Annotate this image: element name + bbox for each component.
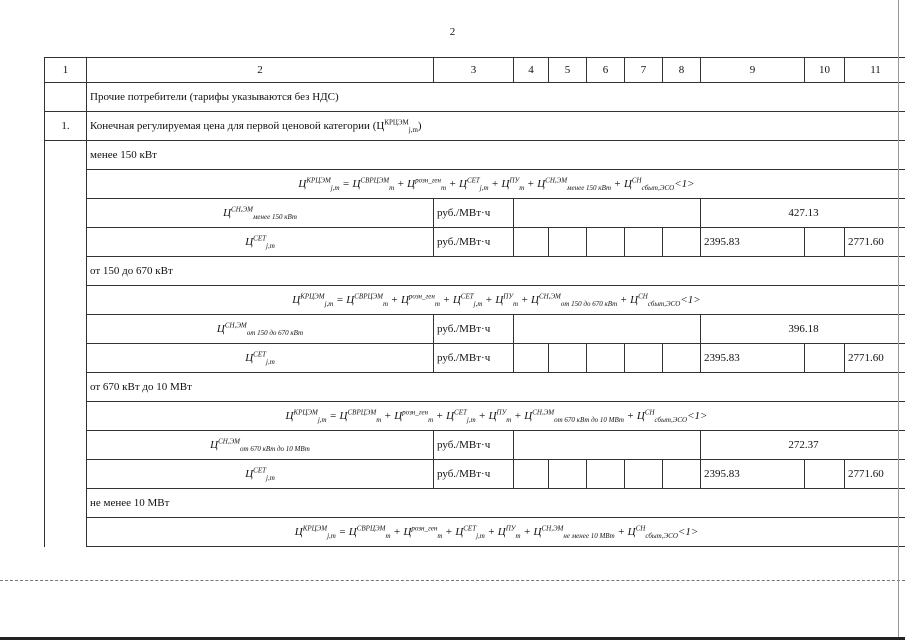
cn-symbol: $Ц^{СН,ЭМ}_{от 670 кВт до 10 МВт}$: [87, 431, 434, 460]
set-value-col9: 2395.83: [701, 228, 805, 257]
formula: $Ц^{КРЦЭМ}_{j,m} = Ц^{СВРЦЭМ}_m + Ц^{розн\_ген}_m + Ц^{СЕТ}_{j,m} + Ц^{ПУ}_m + Ц^{СН,ЭМ}_{не менее 10 МВт} + Ц^{СН}_{сбыт,ЭСО}<1>$: [87, 518, 905, 547]
subsection-row: [45, 141, 905, 170]
set-value-col9: 2395.83: [701, 460, 805, 489]
page-number: 2: [449, 26, 456, 38]
formula-row: [45, 286, 905, 315]
section-row: [45, 83, 905, 112]
column-header-row: [45, 58, 905, 83]
unit: руб./МВт·ч: [434, 460, 514, 489]
footnote-ref: <1>: [680, 294, 701, 306]
formula: $Ц^{КРЦЭМ}_{j,m} = Ц^{СВРЦЭМ}_m + Ц^{розн\_ген}_m + Ц^{СЕТ}_{j,m} + Ц^{ПУ}_m + Ц^{СН,ЭМ}_{от 670 кВт до 10 МВт} + Ц^{СН}_{сбыт,ЭСО}<1>$: [87, 402, 905, 431]
set-symbol: $Ц^{СЕТ}_{j,m}$: [87, 460, 434, 489]
scan-edge: [898, 0, 899, 640]
subsection-row: [45, 373, 905, 402]
formula-row: [45, 170, 905, 199]
cn-value: 272.37: [701, 431, 905, 460]
cn-symbol: $Ц^{СН,ЭМ}_{от 150 до 670 кВт}$: [87, 315, 434, 344]
set-row: [45, 228, 905, 257]
set-symbol: $Ц^{СЕТ}_{j,m}$: [87, 228, 434, 257]
tariff-table: [44, 57, 905, 547]
col-header: 4: [514, 58, 549, 83]
col-header: 10: [805, 58, 845, 83]
cn-symbol: $Ц^{СН,ЭМ}_{менее 150 кВт}$: [87, 199, 434, 228]
footnote-ref: <1>: [674, 178, 695, 190]
col-header: 11: [845, 58, 905, 83]
col-header: 7: [625, 58, 663, 83]
cn-row: [45, 431, 905, 460]
unit: руб./МВт·ч: [434, 199, 514, 228]
formula-row: [45, 518, 905, 547]
item-title: Конечная регулируемая цена для первой ценовой категории $(Ц^{КРЦЭМ}_{j,m})$: [87, 112, 905, 141]
set-symbol: $Ц^{СЕТ}_{j,m}$: [87, 344, 434, 373]
col-header: 8: [663, 58, 701, 83]
set-row: [45, 344, 905, 373]
unit: руб./МВт·ч: [434, 315, 514, 344]
subsection-title: от 670 кВт до 10 МВт: [87, 373, 905, 402]
subsection-row: [45, 489, 905, 518]
item-row: [45, 112, 905, 141]
subsection-title: не менее 10 МВт: [87, 489, 905, 518]
formula: $Ц^{КРЦЭМ}_{j,m} = Ц^{СВРЦЭМ}_m + Ц^{розн\_ген}_m + Ц^{СЕТ}_{j,m} + Ц^{ПУ}_m + Ц^{СН,ЭМ}_{менее 150 кВт} + Ц^{СН}_{сбыт,ЭСО}<1>$: [87, 170, 905, 199]
subsection-title: от 150 до 670 кВт: [87, 257, 905, 286]
set-value-col11: 2771.60: [845, 460, 905, 489]
formula: $Ц^{КРЦЭМ}_{j,m} = Ц^{СВРЦЭМ}_m + Ц^{розн\_ген}_m + Ц^{СЕТ}_{j,m} + Ц^{ПУ}_m + Ц^{СН,ЭМ}_{от 150 до 670 кВт} + Ц^{СН}_{сбыт,ЭСО}<1>$: [87, 286, 905, 315]
cn-value: 396.18: [701, 315, 905, 344]
subsection-title: менее 150 кВт: [87, 141, 905, 170]
section-title: Прочие потребители (тарифы указываются без НДС): [87, 83, 905, 112]
footnote-ref: <1>: [677, 526, 699, 538]
set-value-col11: 2771.60: [845, 228, 905, 257]
col-header: 6: [587, 58, 625, 83]
col-header: 1: [45, 58, 87, 83]
cn-row: [45, 199, 905, 228]
cn-value: 427.13: [701, 199, 905, 228]
unit: руб./МВт·ч: [434, 431, 514, 460]
col-header: 2: [87, 58, 434, 83]
footnote-ref: <1>: [687, 410, 708, 422]
cn-row: [45, 315, 905, 344]
set-value-col11: 2771.60: [845, 344, 905, 373]
page-edge-dashed-line: [0, 580, 905, 581]
item-number: 1.: [45, 112, 87, 141]
unit: руб./МВт·ч: [434, 228, 514, 257]
unit: руб./МВт·ч: [434, 344, 514, 373]
col-header: 3: [434, 58, 514, 83]
col-header: 9: [701, 58, 805, 83]
col-header: 5: [549, 58, 587, 83]
set-value-col9: 2395.83: [701, 344, 805, 373]
formula-row: [45, 402, 905, 431]
set-row: [45, 460, 905, 489]
subsection-row: [45, 257, 905, 286]
